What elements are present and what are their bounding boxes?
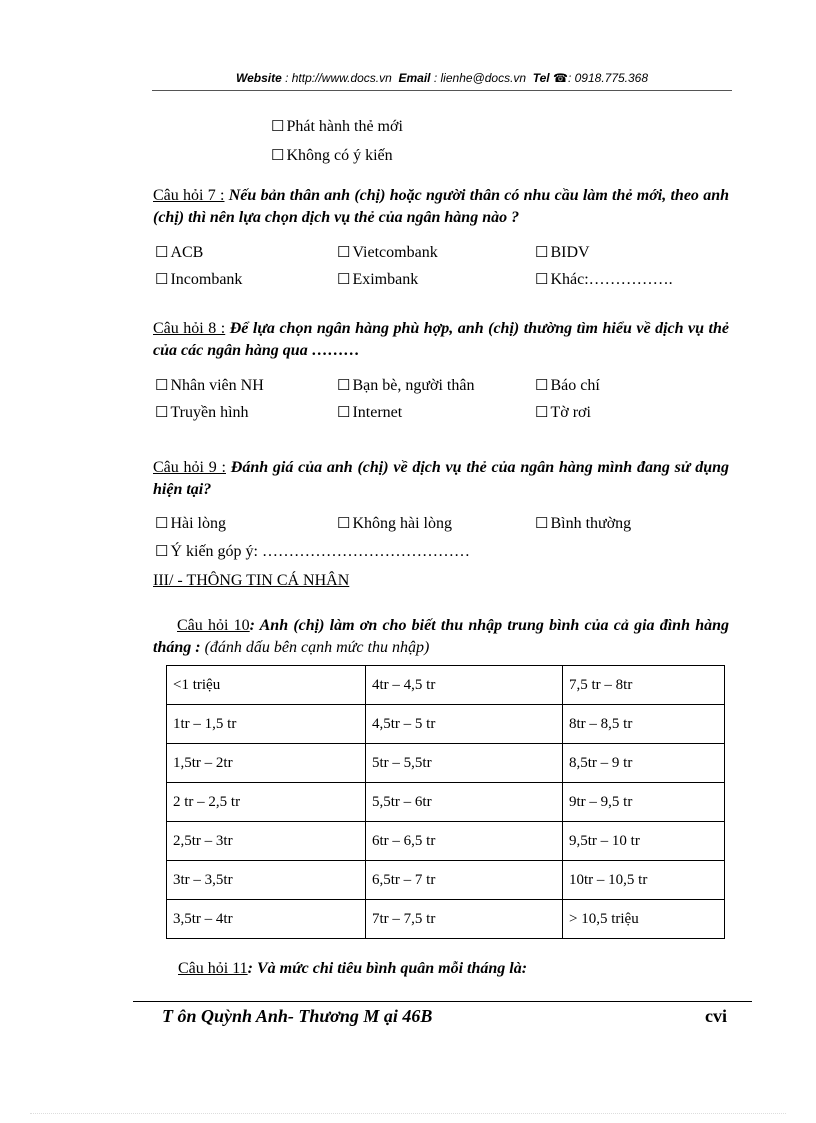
checkbox-icon: ☐ <box>155 378 169 394</box>
checkbox-icon: ☐ <box>337 245 351 261</box>
income-cell[interactable]: 4tr – 4,5 tr <box>366 666 563 705</box>
question-9-text: Đánh giá của anh (chị) về dịch vụ thẻ của ngân hàng mình đang sử dụng hiện tại? <box>153 459 729 498</box>
income-cell[interactable]: 4,5tr – 5 tr <box>366 705 563 744</box>
section-title: III/ - THÔNG TIN CÁ NHÂN <box>153 572 350 589</box>
table-row <box>167 861 725 900</box>
checkbox-icon: ☐ <box>155 516 169 532</box>
q7-option-acb[interactable]: ☐ ACB <box>155 244 204 261</box>
income-cell[interactable]: > 10,5 triệu <box>563 900 725 939</box>
checkbox-icon: ☐ <box>155 272 169 288</box>
q8-option-ban-be[interactable]: ☐ Bạn bè, người thân <box>337 377 475 394</box>
table-row <box>167 705 725 744</box>
checkbox-icon: ☐ <box>271 119 285 135</box>
q7-option-eximbank[interactable]: ☐ Eximbank <box>337 271 419 288</box>
checkbox-icon: ☐ <box>337 272 351 288</box>
q8-option-nhan-vien[interactable]: ☐ Nhân viên NH <box>155 377 264 394</box>
q9-option-binh-thuong[interactable]: ☐ Bình thường <box>535 515 632 532</box>
table-row <box>167 666 725 705</box>
question-7-text: Nếu bản thân anh (chị) hoặc người thân có nhu cầu làm thẻ mới, theo anh (chị) thì nên lựa chọn dịch vụ thẻ của ngân hàng nào ? <box>153 187 730 226</box>
website-label: Website <box>235 71 282 85</box>
income-cell[interactable]: 7,5 tr – 8tr <box>563 666 725 705</box>
question-8-text: Để lựa chọn ngân hàng phù hợp, anh (chị) thường tìm hiểu về dịch vụ thẻ của các ngân hàng qua ……… <box>153 320 730 359</box>
page-edge-dotted-line <box>30 1113 786 1114</box>
checkbox-icon: ☐ <box>535 378 549 394</box>
email-value: : lienhe@docs.vn <box>433 71 527 85</box>
q8-option-bao-chi[interactable]: ☐ Báo chí <box>535 377 600 394</box>
checkbox-icon: ☐ <box>271 148 285 164</box>
q9-option-hai-long[interactable]: ☐ Hài lòng <box>155 515 226 532</box>
table-row <box>167 744 725 783</box>
income-cell[interactable]: 5tr – 5,5tr <box>366 744 563 783</box>
phone-icon: ☎ <box>553 71 568 85</box>
q9-option-khong-hai-long[interactable]: ☐ Không hài lòng <box>337 515 452 532</box>
income-cell[interactable]: 8tr – 8,5 tr <box>563 705 725 744</box>
q7-option-bidv[interactable]: ☐ BIDV <box>535 244 590 261</box>
question-11-text: : Và mức chi tiêu bình quân mỗi tháng là: <box>247 960 528 977</box>
income-cell[interactable]: 2 tr – 2,5 tr <box>167 783 366 822</box>
table-row <box>167 822 725 861</box>
income-cell[interactable]: 1tr – 1,5 tr <box>167 705 366 744</box>
q7-option-incombank[interactable]: ☐ Incombank <box>155 271 243 288</box>
tel-value: : 0918.775.368 <box>567 71 649 85</box>
q7-option-vietcombank[interactable]: ☐ Vietcombank <box>337 244 438 261</box>
checkbox-icon: ☐ <box>535 516 549 532</box>
checkbox-icon: ☐ <box>337 516 351 532</box>
header-divider <box>152 90 732 91</box>
income-cell[interactable]: 7tr – 7,5 tr <box>366 900 563 939</box>
question-9-label: Câu hỏi 9 : <box>153 459 226 476</box>
page-number: cvi <box>705 1006 727 1026</box>
income-cell[interactable]: <1 triệu <box>167 666 366 705</box>
q7-option-khac[interactable]: ☐ Khác:……………. <box>535 271 673 288</box>
website-value: : http://www.docs.vn <box>285 71 392 85</box>
question-10-text: : Anh (chị) làm ơn cho biết thu nhập trung bình của cả gia đình hàng tháng : <box>153 617 730 656</box>
checkbox-icon: ☐ <box>155 405 169 421</box>
income-cell[interactable]: 8,5tr – 9 tr <box>563 744 725 783</box>
income-cell[interactable]: 3,5tr – 4tr <box>167 900 366 939</box>
income-cell[interactable]: 3tr – 3,5tr <box>167 861 366 900</box>
question-8-label: Câu hỏi 8 : <box>153 320 226 337</box>
income-cell[interactable]: 9tr – 9,5 tr <box>563 783 725 822</box>
option-phat-hanh-the-moi[interactable]: ☐ Phát hành thẻ mới <box>271 118 403 135</box>
income-cell[interactable]: 5,5tr – 6tr <box>366 783 563 822</box>
page-header <box>152 71 732 89</box>
question-10-note: (đánh dấu bên cạnh mức thu nhập) <box>204 639 430 656</box>
tel-label: Tel <box>532 71 550 85</box>
question-7-label: Câu hỏi 7 : <box>153 187 225 204</box>
question-9 <box>153 457 729 501</box>
question-11 <box>178 958 738 980</box>
footer-divider <box>133 1001 752 1002</box>
table-row <box>167 900 725 939</box>
checkbox-icon: ☐ <box>155 245 169 261</box>
question-7 <box>153 185 729 229</box>
income-cell[interactable]: 9,5tr – 10 tr <box>563 822 725 861</box>
income-cell[interactable]: 2,5tr – 3tr <box>167 822 366 861</box>
income-cell[interactable]: 10tr – 10,5 tr <box>563 861 725 900</box>
checkbox-icon: ☐ <box>535 405 549 421</box>
checkbox-icon: ☐ <box>155 544 169 560</box>
table-row <box>167 783 725 822</box>
income-cell[interactable]: 6,5tr – 7 tr <box>366 861 563 900</box>
option-khong-co-y-kien[interactable]: ☐ Không có ý kiến <box>271 147 393 164</box>
q8-option-truyen-hinh[interactable]: ☐ Truyền hình <box>155 404 249 421</box>
checkbox-icon: ☐ <box>337 378 351 394</box>
question-8 <box>153 318 729 362</box>
checkbox-icon: ☐ <box>337 405 351 421</box>
income-cell[interactable]: 6tr – 6,5 tr <box>366 822 563 861</box>
q8-option-to-roi[interactable]: ☐ Tờ rơi <box>535 404 591 421</box>
q8-option-internet[interactable]: ☐ Internet <box>337 404 403 421</box>
checkbox-icon: ☐ <box>535 245 549 261</box>
income-cell[interactable]: 1,5tr – 2tr <box>167 744 366 783</box>
income-table <box>166 665 725 939</box>
q9-comment-field[interactable]: ☐ Ý kiến góp ý: ………………………………… <box>155 543 470 560</box>
question-11-label: Câu hỏi 11 <box>178 960 248 977</box>
question-10 <box>153 615 729 659</box>
footer-author: T ôn Quỳnh Anh- Thương M ại 46B <box>162 1006 433 1026</box>
checkbox-icon: ☐ <box>535 272 549 288</box>
question-10-label: Câu hỏi 10 <box>177 617 250 634</box>
email-label: Email <box>398 71 431 85</box>
